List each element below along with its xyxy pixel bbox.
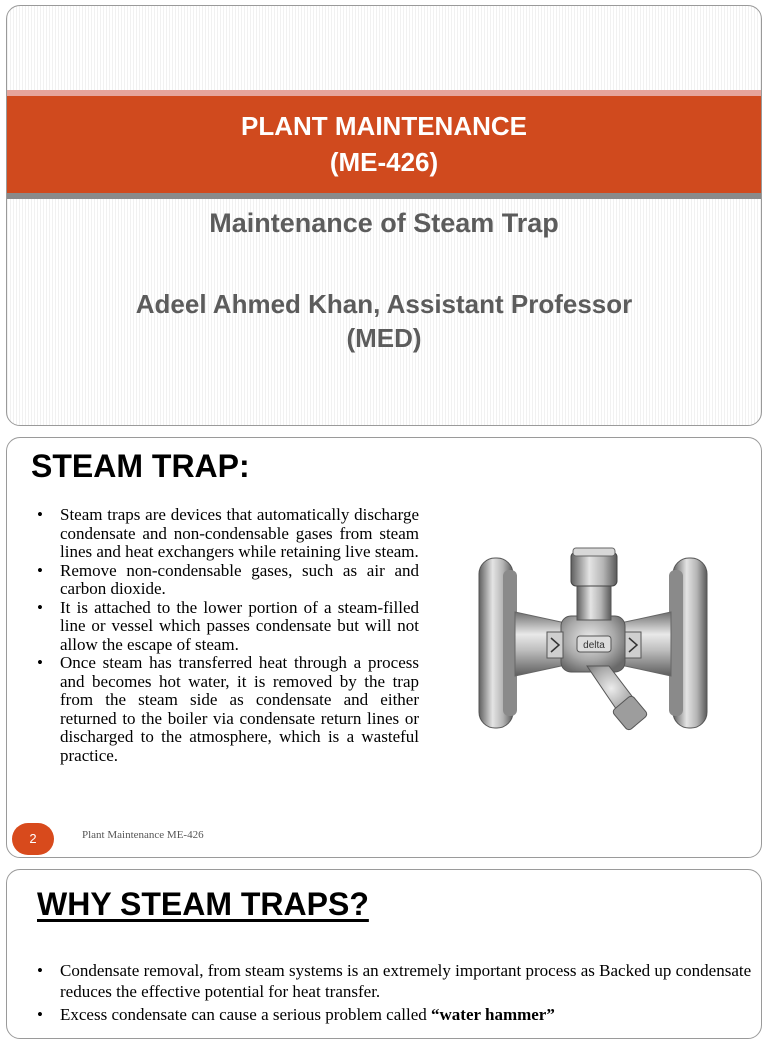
bullet-text: Excess condensate can cause a serious problem called [60,1005,432,1024]
list-item [29,562,419,599]
course-title: PLANT MAINTENANCE [241,111,527,141]
bullet-icon: • [37,560,43,580]
steam-trap-photo [469,540,717,752]
course-code: (ME-426) [329,147,439,177]
author-name: Adeel Ahmed Khan, Assistant Professor [135,289,633,319]
bullet-icon: • [37,1005,43,1024]
bullet-icon: • [37,961,43,980]
steam-trap-slide [6,437,762,858]
list-item [29,960,762,1002]
author-block [7,287,761,355]
list-item [29,599,419,655]
why-steam-traps-slide [6,869,762,1039]
author-department: (MED) [346,323,422,353]
bullet-text: Remove non-condensable gases, such as air and carbon dioxide. [60,560,419,598]
bullet-list [29,506,419,765]
bullet-text: Once steam has transferred heat through a process and becomes hot water, it is removed by the trap from the steam side as condensate and either returned to the boiler via condensate return lines or discharged to the atmosphere, which is a wasteful practice. [60,653,419,765]
title-slide [6,5,762,426]
list-item [29,654,419,765]
slide-number-badge: 2 [12,823,54,855]
slide-title: WHY STEAM TRAPS? [37,886,369,922]
bullet-list [29,960,762,1027]
title-band [7,96,761,193]
bullet-icon: • [37,653,43,672]
slide-title: STEAM TRAP: [31,448,250,484]
list-item [29,506,419,562]
bullet-text: It is attached to the lower portion of a steam-filled line or vessel which passes condensate but will not allow the escape of steam. [60,597,419,654]
accent-band-bottom [7,193,761,199]
slide-footer: Plant Maintenance ME-426 [82,829,204,841]
bullet-emphasis: “water hammer” [431,1005,555,1024]
bullet-icon: • [37,505,43,524]
trap-brand-label: delta [583,640,605,651]
bullet-icon: • [37,597,43,617]
slide-subtitle: Maintenance of Steam Trap [209,208,559,238]
list-item [29,1004,762,1025]
bullet-text: Condensate removal, from steam systems is an extremely important process as Backed up condensate reduces the effective potential for heat transfer. [60,961,752,1001]
bullet-text: Steam traps are devices that automatically discharge condensate and non-condensable gases from steam lines and heat exchangers while retaining live steam. [60,505,419,561]
